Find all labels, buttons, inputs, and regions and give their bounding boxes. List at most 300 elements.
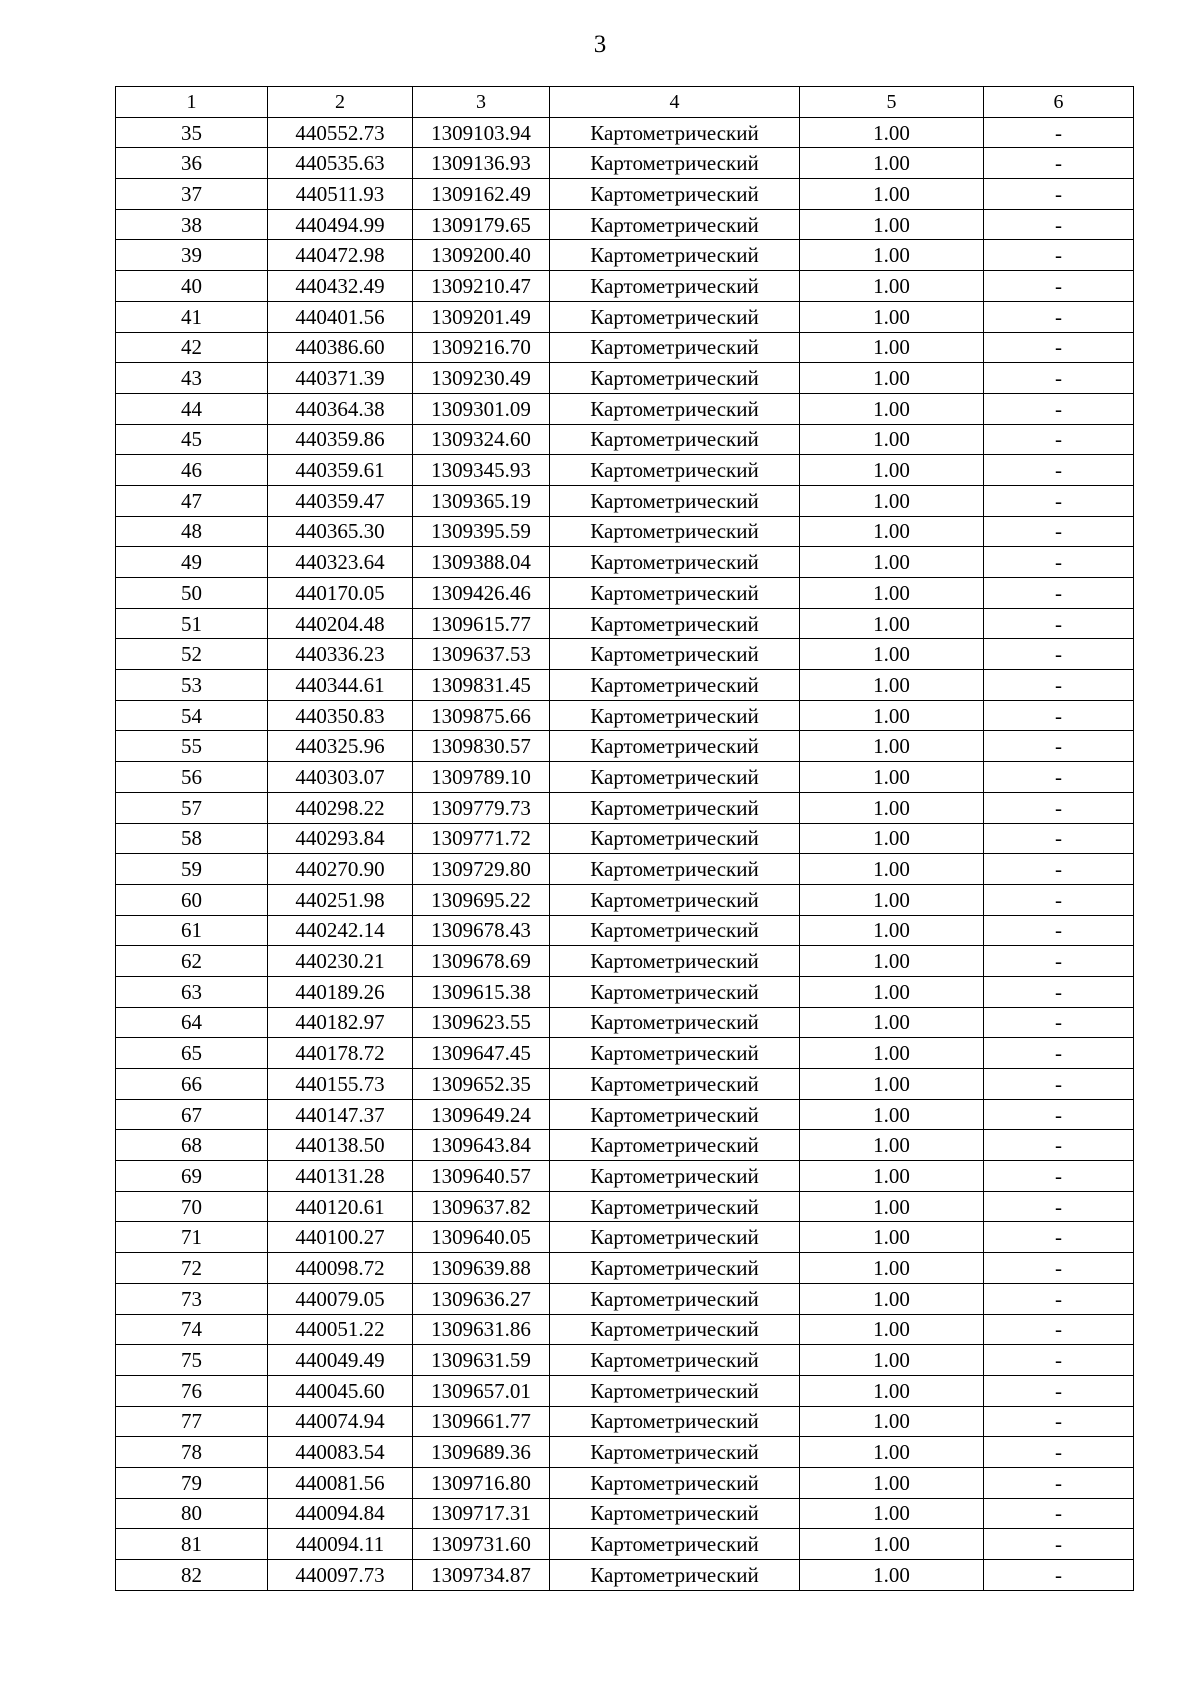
table-row <box>116 1437 1134 1468</box>
accuracy-cell: 1.00 <box>800 884 984 915</box>
point-number-cell: 37 <box>116 179 268 210</box>
description-cell: - <box>984 1130 1134 1161</box>
coordinates-table <box>115 86 1134 1591</box>
method-cell: Картометрический <box>550 393 800 424</box>
y-coordinate-cell: 1309388.04 <box>413 547 550 578</box>
y-coordinate-cell: 1309734.87 <box>413 1560 550 1591</box>
accuracy-cell: 1.00 <box>800 1498 984 1529</box>
table-row <box>116 301 1134 332</box>
header-cell-6: 6 <box>984 87 1134 118</box>
accuracy-cell: 1.00 <box>800 1406 984 1437</box>
method-cell: Картометрический <box>550 271 800 302</box>
method-cell: Картометрический <box>550 301 800 332</box>
description-cell: - <box>984 731 1134 762</box>
header-cell-5: 5 <box>800 87 984 118</box>
method-cell: Картометрический <box>550 700 800 731</box>
point-number-cell: 66 <box>116 1069 268 1100</box>
x-coordinate-cell: 440350.83 <box>268 700 413 731</box>
header-cell-3: 3 <box>413 87 550 118</box>
table-row <box>116 1498 1134 1529</box>
description-cell: - <box>984 1069 1134 1100</box>
y-coordinate-cell: 1309395.59 <box>413 516 550 547</box>
accuracy-cell: 1.00 <box>800 117 984 148</box>
point-number-cell: 69 <box>116 1161 268 1192</box>
method-cell: Картометрический <box>550 455 800 486</box>
accuracy-cell: 1.00 <box>800 792 984 823</box>
table-row <box>116 209 1134 240</box>
accuracy-cell: 1.00 <box>800 1130 984 1161</box>
y-coordinate-cell: 1309647.45 <box>413 1038 550 1069</box>
point-number-cell: 82 <box>116 1560 268 1591</box>
table-row <box>116 1099 1134 1130</box>
x-coordinate-cell: 440293.84 <box>268 823 413 854</box>
accuracy-cell: 1.00 <box>800 516 984 547</box>
point-number-cell: 56 <box>116 762 268 793</box>
y-coordinate-cell: 1309426.46 <box>413 578 550 609</box>
table-row <box>116 455 1134 486</box>
point-number-cell: 73 <box>116 1283 268 1314</box>
method-cell: Картометрический <box>550 1560 800 1591</box>
description-cell: - <box>984 1498 1134 1529</box>
point-number-cell: 77 <box>116 1406 268 1437</box>
x-coordinate-cell: 440100.27 <box>268 1222 413 1253</box>
table-row <box>116 271 1134 302</box>
point-number-cell: 52 <box>116 639 268 670</box>
y-coordinate-cell: 1309831.45 <box>413 670 550 701</box>
point-number-cell: 48 <box>116 516 268 547</box>
table-row <box>116 578 1134 609</box>
x-coordinate-cell: 440051.22 <box>268 1314 413 1345</box>
method-cell: Картометрический <box>550 1406 800 1437</box>
description-cell: - <box>984 424 1134 455</box>
description-cell: - <box>984 393 1134 424</box>
x-coordinate-cell: 440131.28 <box>268 1161 413 1192</box>
x-coordinate-cell: 440336.23 <box>268 639 413 670</box>
y-coordinate-cell: 1309301.09 <box>413 393 550 424</box>
table-row <box>116 1069 1134 1100</box>
x-coordinate-cell: 440138.50 <box>268 1130 413 1161</box>
accuracy-cell: 1.00 <box>800 209 984 240</box>
point-number-cell: 72 <box>116 1253 268 1284</box>
x-coordinate-cell: 440401.56 <box>268 301 413 332</box>
point-number-cell: 60 <box>116 884 268 915</box>
description-cell: - <box>984 1375 1134 1406</box>
description-cell: - <box>984 1253 1134 1284</box>
point-number-cell: 61 <box>116 915 268 946</box>
y-coordinate-cell: 1309652.35 <box>413 1069 550 1100</box>
x-coordinate-cell: 440098.72 <box>268 1253 413 1284</box>
x-coordinate-cell: 440432.49 <box>268 271 413 302</box>
table-row <box>116 1529 1134 1560</box>
method-cell: Картометрический <box>550 1007 800 1038</box>
description-cell: - <box>984 1437 1134 1468</box>
method-cell: Картометрический <box>550 792 800 823</box>
accuracy-cell: 1.00 <box>800 547 984 578</box>
method-cell: Картометрический <box>550 1345 800 1376</box>
y-coordinate-cell: 1309678.43 <box>413 915 550 946</box>
point-number-cell: 76 <box>116 1375 268 1406</box>
x-coordinate-cell: 440049.49 <box>268 1345 413 1376</box>
description-cell: - <box>984 1038 1134 1069</box>
description-cell: - <box>984 1161 1134 1192</box>
x-coordinate-cell: 440074.94 <box>268 1406 413 1437</box>
x-coordinate-cell: 440251.98 <box>268 884 413 915</box>
y-coordinate-cell: 1309103.94 <box>413 117 550 148</box>
point-number-cell: 68 <box>116 1130 268 1161</box>
x-coordinate-cell: 440303.07 <box>268 762 413 793</box>
table-row <box>116 547 1134 578</box>
point-number-cell: 55 <box>116 731 268 762</box>
description-cell: - <box>984 700 1134 731</box>
table-row <box>116 516 1134 547</box>
x-coordinate-cell: 440178.72 <box>268 1038 413 1069</box>
table-row <box>116 1283 1134 1314</box>
y-coordinate-cell: 1309649.24 <box>413 1099 550 1130</box>
description-cell: - <box>984 271 1134 302</box>
method-cell: Картометрический <box>550 1467 800 1498</box>
point-number-cell: 75 <box>116 1345 268 1376</box>
method-cell: Картометрический <box>550 608 800 639</box>
point-number-cell: 64 <box>116 1007 268 1038</box>
x-coordinate-cell: 440230.21 <box>268 946 413 977</box>
accuracy-cell: 1.00 <box>800 179 984 210</box>
description-cell: - <box>984 578 1134 609</box>
accuracy-cell: 1.00 <box>800 1375 984 1406</box>
x-coordinate-cell: 440182.97 <box>268 1007 413 1038</box>
method-cell: Картометрический <box>550 1437 800 1468</box>
method-cell: Картометрический <box>550 1253 800 1284</box>
description-cell: - <box>984 516 1134 547</box>
accuracy-cell: 1.00 <box>800 578 984 609</box>
accuracy-cell: 1.00 <box>800 455 984 486</box>
y-coordinate-cell: 1309716.80 <box>413 1467 550 1498</box>
table-row <box>116 1560 1134 1591</box>
method-cell: Картометрический <box>550 1161 800 1192</box>
y-coordinate-cell: 1309200.40 <box>413 240 550 271</box>
description-cell: - <box>984 1007 1134 1038</box>
y-coordinate-cell: 1309636.27 <box>413 1283 550 1314</box>
method-cell: Картометрический <box>550 1222 800 1253</box>
y-coordinate-cell: 1309201.49 <box>413 301 550 332</box>
point-number-cell: 58 <box>116 823 268 854</box>
description-cell: - <box>984 884 1134 915</box>
x-coordinate-cell: 440472.98 <box>268 240 413 271</box>
y-coordinate-cell: 1309639.88 <box>413 1253 550 1284</box>
accuracy-cell: 1.00 <box>800 731 984 762</box>
accuracy-cell: 1.00 <box>800 1560 984 1591</box>
header-row <box>116 87 1134 118</box>
method-cell: Картометрический <box>550 547 800 578</box>
y-coordinate-cell: 1309637.82 <box>413 1191 550 1222</box>
table-row <box>116 1222 1134 1253</box>
x-coordinate-cell: 440083.54 <box>268 1437 413 1468</box>
point-number-cell: 78 <box>116 1437 268 1468</box>
y-coordinate-cell: 1309657.01 <box>413 1375 550 1406</box>
y-coordinate-cell: 1309324.60 <box>413 424 550 455</box>
y-coordinate-cell: 1309643.84 <box>413 1130 550 1161</box>
x-coordinate-cell: 440045.60 <box>268 1375 413 1406</box>
point-number-cell: 43 <box>116 363 268 394</box>
point-number-cell: 63 <box>116 976 268 1007</box>
method-cell: Картометрический <box>550 148 800 179</box>
accuracy-cell: 1.00 <box>800 485 984 516</box>
method-cell: Картометрический <box>550 1038 800 1069</box>
table-row <box>116 915 1134 946</box>
x-coordinate-cell: 440323.64 <box>268 547 413 578</box>
x-coordinate-cell: 440359.61 <box>268 455 413 486</box>
x-coordinate-cell: 440511.93 <box>268 179 413 210</box>
method-cell: Картометрический <box>550 1191 800 1222</box>
accuracy-cell: 1.00 <box>800 393 984 424</box>
table-row <box>116 1345 1134 1376</box>
description-cell: - <box>984 639 1134 670</box>
table-row <box>116 485 1134 516</box>
table-row <box>116 1007 1134 1038</box>
y-coordinate-cell: 1309230.49 <box>413 363 550 394</box>
x-coordinate-cell: 440552.73 <box>268 117 413 148</box>
method-cell: Картометрический <box>550 424 800 455</box>
description-cell: - <box>984 179 1134 210</box>
x-coordinate-cell: 440298.22 <box>268 792 413 823</box>
point-number-cell: 54 <box>116 700 268 731</box>
table-row <box>116 240 1134 271</box>
table-row <box>116 179 1134 210</box>
y-coordinate-cell: 1309345.93 <box>413 455 550 486</box>
accuracy-cell: 1.00 <box>800 1191 984 1222</box>
description-cell: - <box>984 1529 1134 1560</box>
accuracy-cell: 1.00 <box>800 301 984 332</box>
method-cell: Картометрический <box>550 976 800 1007</box>
point-number-cell: 71 <box>116 1222 268 1253</box>
method-cell: Картометрический <box>550 915 800 946</box>
accuracy-cell: 1.00 <box>800 700 984 731</box>
accuracy-cell: 1.00 <box>800 854 984 885</box>
table-row <box>116 731 1134 762</box>
method-cell: Картометрический <box>550 1130 800 1161</box>
description-cell: - <box>984 1345 1134 1376</box>
x-coordinate-cell: 440242.14 <box>268 915 413 946</box>
accuracy-cell: 1.00 <box>800 946 984 977</box>
accuracy-cell: 1.00 <box>800 823 984 854</box>
x-coordinate-cell: 440081.56 <box>268 1467 413 1498</box>
method-cell: Картометрический <box>550 1069 800 1100</box>
method-cell: Картометрический <box>550 117 800 148</box>
method-cell: Картометрический <box>550 332 800 363</box>
accuracy-cell: 1.00 <box>800 271 984 302</box>
point-number-cell: 53 <box>116 670 268 701</box>
table-row <box>116 117 1134 148</box>
accuracy-cell: 1.00 <box>800 332 984 363</box>
x-coordinate-cell: 440344.61 <box>268 670 413 701</box>
x-coordinate-cell: 440170.05 <box>268 578 413 609</box>
accuracy-cell: 1.00 <box>800 608 984 639</box>
point-number-cell: 80 <box>116 1498 268 1529</box>
method-cell: Картометрический <box>550 639 800 670</box>
method-cell: Картометрический <box>550 1099 800 1130</box>
point-number-cell: 36 <box>116 148 268 179</box>
y-coordinate-cell: 1309631.59 <box>413 1345 550 1376</box>
x-coordinate-cell: 440270.90 <box>268 854 413 885</box>
accuracy-cell: 1.00 <box>800 1038 984 1069</box>
x-coordinate-cell: 440359.47 <box>268 485 413 516</box>
accuracy-cell: 1.00 <box>800 1467 984 1498</box>
point-number-cell: 39 <box>116 240 268 271</box>
point-number-cell: 59 <box>116 854 268 885</box>
method-cell: Картометрический <box>550 1529 800 1560</box>
y-coordinate-cell: 1309689.36 <box>413 1437 550 1468</box>
description-cell: - <box>984 976 1134 1007</box>
y-coordinate-cell: 1309210.47 <box>413 271 550 302</box>
y-coordinate-cell: 1309875.66 <box>413 700 550 731</box>
y-coordinate-cell: 1309717.31 <box>413 1498 550 1529</box>
point-number-cell: 50 <box>116 578 268 609</box>
table-header <box>116 87 1134 118</box>
y-coordinate-cell: 1309640.05 <box>413 1222 550 1253</box>
point-number-cell: 45 <box>116 424 268 455</box>
point-number-cell: 42 <box>116 332 268 363</box>
point-number-cell: 62 <box>116 946 268 977</box>
description-cell: - <box>984 1467 1134 1498</box>
accuracy-cell: 1.00 <box>800 639 984 670</box>
method-cell: Картометрический <box>550 1314 800 1345</box>
accuracy-cell: 1.00 <box>800 1069 984 1100</box>
x-coordinate-cell: 440364.38 <box>268 393 413 424</box>
table-row <box>116 1375 1134 1406</box>
description-cell: - <box>984 854 1134 885</box>
x-coordinate-cell: 440097.73 <box>268 1560 413 1591</box>
point-number-cell: 47 <box>116 485 268 516</box>
description-cell: - <box>984 209 1134 240</box>
accuracy-cell: 1.00 <box>800 1099 984 1130</box>
accuracy-cell: 1.00 <box>800 976 984 1007</box>
method-cell: Картометрический <box>550 1498 800 1529</box>
accuracy-cell: 1.00 <box>800 240 984 271</box>
x-coordinate-cell: 440147.37 <box>268 1099 413 1130</box>
y-coordinate-cell: 1309830.57 <box>413 731 550 762</box>
point-number-cell: 67 <box>116 1099 268 1130</box>
method-cell: Картометрический <box>550 762 800 793</box>
y-coordinate-cell: 1309695.22 <box>413 884 550 915</box>
method-cell: Картометрический <box>550 209 800 240</box>
y-coordinate-cell: 1309136.93 <box>413 148 550 179</box>
table-body <box>116 117 1134 1590</box>
x-coordinate-cell: 440359.86 <box>268 424 413 455</box>
table-row <box>116 1253 1134 1284</box>
header-cell-1: 1 <box>116 87 268 118</box>
description-cell: - <box>984 1283 1134 1314</box>
method-cell: Картометрический <box>550 240 800 271</box>
point-number-cell: 81 <box>116 1529 268 1560</box>
table-row <box>116 884 1134 915</box>
y-coordinate-cell: 1309789.10 <box>413 762 550 793</box>
page-number: 3 <box>593 31 607 58</box>
table-row <box>116 1130 1134 1161</box>
accuracy-cell: 1.00 <box>800 148 984 179</box>
description-cell: - <box>984 915 1134 946</box>
method-cell: Картометрический <box>550 179 800 210</box>
point-number-cell: 49 <box>116 547 268 578</box>
table-row <box>116 854 1134 885</box>
header-cell-4: 4 <box>550 87 800 118</box>
y-coordinate-cell: 1309365.19 <box>413 485 550 516</box>
description-cell: - <box>984 792 1134 823</box>
table-row <box>116 1191 1134 1222</box>
x-coordinate-cell: 440079.05 <box>268 1283 413 1314</box>
point-number-cell: 40 <box>116 271 268 302</box>
table-row <box>116 608 1134 639</box>
y-coordinate-cell: 1309216.70 <box>413 332 550 363</box>
table-row <box>116 1467 1134 1498</box>
description-cell: - <box>984 301 1134 332</box>
method-cell: Картометрический <box>550 578 800 609</box>
point-number-cell: 74 <box>116 1314 268 1345</box>
description-cell: - <box>984 547 1134 578</box>
y-coordinate-cell: 1309729.80 <box>413 854 550 885</box>
description-cell: - <box>984 670 1134 701</box>
description-cell: - <box>984 485 1134 516</box>
x-coordinate-cell: 440120.61 <box>268 1191 413 1222</box>
table-row <box>116 393 1134 424</box>
description-cell: - <box>984 363 1134 394</box>
description-cell: - <box>984 1314 1134 1345</box>
accuracy-cell: 1.00 <box>800 363 984 394</box>
point-number-cell: 79 <box>116 1467 268 1498</box>
description-cell: - <box>984 1191 1134 1222</box>
x-coordinate-cell: 440094.84 <box>268 1498 413 1529</box>
table-row <box>116 976 1134 1007</box>
y-coordinate-cell: 1309640.57 <box>413 1161 550 1192</box>
point-number-cell: 51 <box>116 608 268 639</box>
method-cell: Картометрический <box>550 884 800 915</box>
description-cell: - <box>984 946 1134 977</box>
accuracy-cell: 1.00 <box>800 1161 984 1192</box>
table-row <box>116 670 1134 701</box>
table-row <box>116 639 1134 670</box>
description-cell: - <box>984 1222 1134 1253</box>
description-cell: - <box>984 455 1134 486</box>
y-coordinate-cell: 1309678.69 <box>413 946 550 977</box>
method-cell: Картометрический <box>550 485 800 516</box>
point-number-cell: 46 <box>116 455 268 486</box>
description-cell: - <box>984 1406 1134 1437</box>
y-coordinate-cell: 1309661.77 <box>413 1406 550 1437</box>
accuracy-cell: 1.00 <box>800 1253 984 1284</box>
method-cell: Картометрический <box>550 1375 800 1406</box>
accuracy-cell: 1.00 <box>800 762 984 793</box>
description-cell: - <box>984 608 1134 639</box>
accuracy-cell: 1.00 <box>800 1222 984 1253</box>
table-row <box>116 148 1134 179</box>
accuracy-cell: 1.00 <box>800 1283 984 1314</box>
method-cell: Картометрический <box>550 731 800 762</box>
table-row <box>116 762 1134 793</box>
method-cell: Картометрический <box>550 670 800 701</box>
accuracy-cell: 1.00 <box>800 1529 984 1560</box>
point-number-cell: 41 <box>116 301 268 332</box>
table-row <box>116 1314 1134 1345</box>
y-coordinate-cell: 1309731.60 <box>413 1529 550 1560</box>
table-row <box>116 823 1134 854</box>
method-cell: Картометрический <box>550 516 800 547</box>
method-cell: Картометрический <box>550 854 800 885</box>
accuracy-cell: 1.00 <box>800 424 984 455</box>
method-cell: Картометрический <box>550 1283 800 1314</box>
x-coordinate-cell: 440535.63 <box>268 148 413 179</box>
table-row <box>116 700 1134 731</box>
description-cell: - <box>984 823 1134 854</box>
point-number-cell: 70 <box>116 1191 268 1222</box>
x-coordinate-cell: 440155.73 <box>268 1069 413 1100</box>
